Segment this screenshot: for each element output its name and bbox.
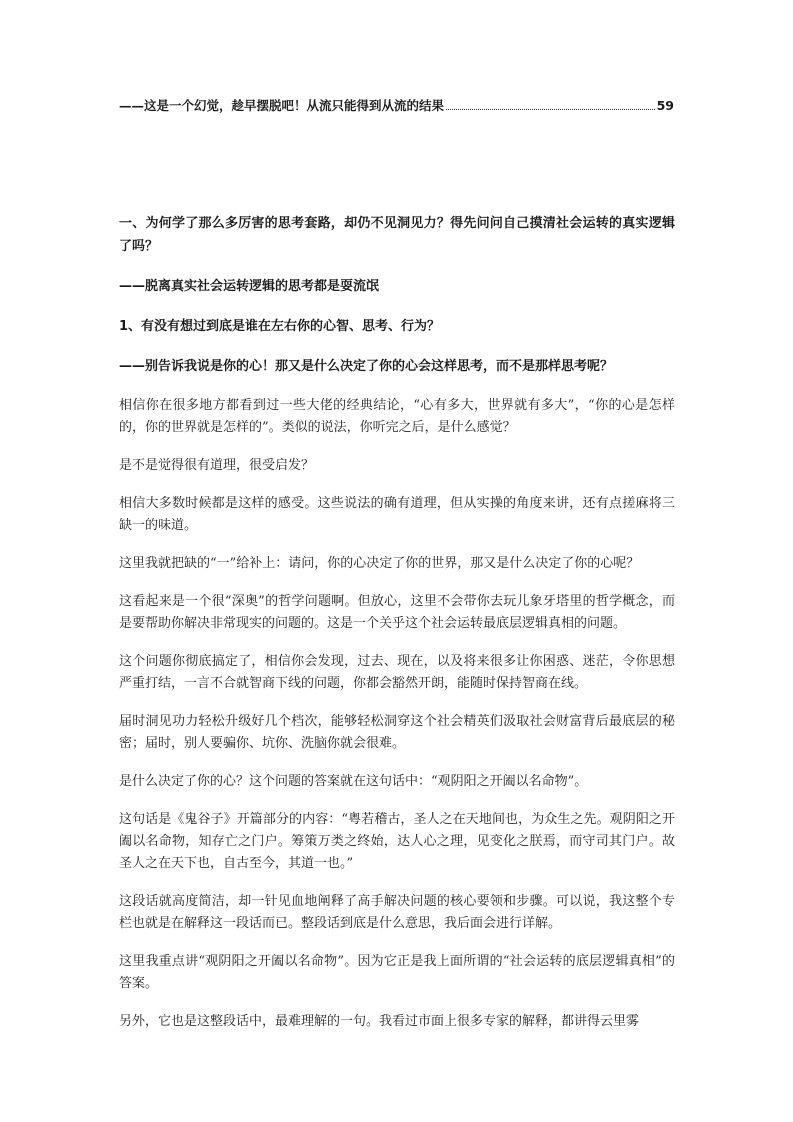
paragraph: 这里我重点讲“观阴阳之开阖以名命物”。因为它正是我上面所谓的“社会运转的底层逻辑真相”的答案。 bbox=[119, 954, 675, 991]
paragraph: 是什么决定了你的心？这个问题的答案就在这句话中：“观阴阳之开阖以名命物”。 bbox=[119, 774, 588, 789]
paragraph: 相信你在很多地方都看到过一些大佬的经典结论，“心有多大，世界就有多大”，“你的心是怎样的，你的世界就是怎样的”。类似的说法，你听完之后，是什么感觉？ bbox=[119, 398, 675, 435]
section-subheading: ——脱离真实社会运转逻辑的思考都是耍流氓 bbox=[119, 279, 380, 294]
paragraph: 相信大多数时候都是这样的感受。这些说法的确有道理，但从实操的角度来讲，还有点搓麻将三缺一的味道。 bbox=[119, 496, 675, 533]
subsection-subheading: ——别告诉我说是你的心！那又是什么决定了你的心会这样思考，而不是那样思考呢？ bbox=[119, 359, 614, 374]
paragraph: 这里我就把缺的“一”给补上：请问，你的心决定了你的世界，那又是什么决定了你的心呢？ bbox=[119, 556, 640, 571]
paragraph: 这段话就高度简洁，却一针见血地阐释了高手解决问题的核心要领和步骤。可以说，我这整个专栏也就是在解释这一段话而已。整段话到底是什么意思，我后面会进行详解。 bbox=[119, 894, 675, 931]
paragraph: 另外，它也是这整段话中，最难理解的一句。我看过市面上很多专家的解释，都讲得云里雾 bbox=[119, 1014, 640, 1029]
paragraph: 是不是觉得很有道理，很受启发？ bbox=[119, 458, 315, 473]
paragraph: 这个问题你彻底搞定了，相信你会发现，过去、现在，以及将来很多让你困惑、迷茫，令你思想严重打结，一言不合就智商下线的问题，你都会豁然开朗，能随时保持智商在线。 bbox=[119, 654, 675, 691]
paragraph: 这句话是《鬼谷子》开篇部分的内容：“粤若稽古，圣人之在天地间也，为众生之先。观阴阳之开阖以名命物，知存亡之门户。筹策万类之终始，达人心之理，见变化之朕焉，而守司其门户。故圣人之在天下也，自古至今，其道一也。” bbox=[119, 812, 675, 871]
document-body bbox=[119, 212, 675, 1049]
section-heading: 一、为何学了那么多厉害的思考套路，却仍不见洞见力？得先问问自己摸清社会运转的真实逻辑了吗？ bbox=[119, 216, 675, 254]
paragraph: 届时洞见功力轻松升级好几个档次，能够轻松洞穿这个社会精英们汲取社会财富背后最底层的秘密；届时，别人要骗你、坑你、洗脑你就会很难。 bbox=[119, 714, 675, 751]
toc-leader-dots bbox=[446, 108, 655, 110]
toc-entry[interactable] bbox=[119, 96, 674, 114]
toc-entry-title: ——这是一个幻觉，趁早摆脱吧！从流只能得到从流的结果 bbox=[119, 98, 445, 113]
subsection-heading: 1、有没有想过到底是谁在左右你的心智、思考、行为？ bbox=[119, 319, 441, 334]
paragraph: 这看起来是一个很“深奥”的哲学问题啊。但放心，这里不会带你去玩儿象牙塔里的哲学概念，而是要帮助你解决非常现实的问题的。这是一个关乎这个社会运转最底层逻辑真相的问题。 bbox=[119, 594, 675, 631]
toc-page-number: 59 bbox=[656, 98, 674, 113]
